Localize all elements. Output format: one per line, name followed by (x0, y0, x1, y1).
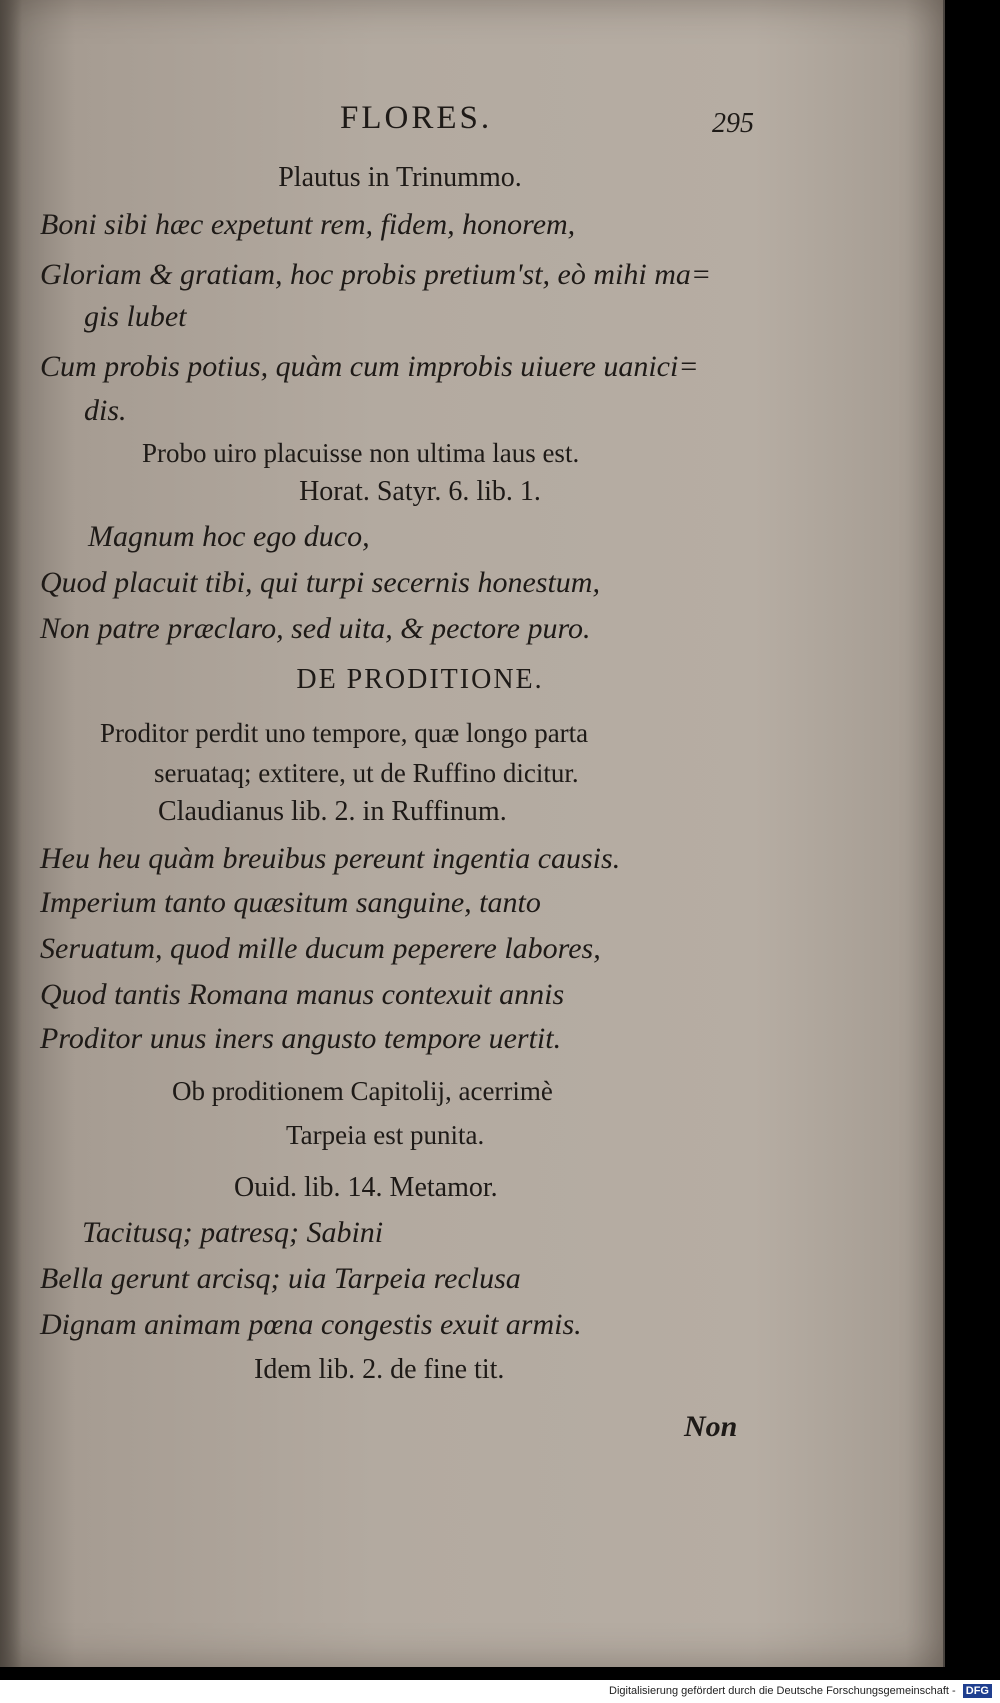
verse-line: Quod placuit tibi, qui turpi secernis honestum, (40, 566, 600, 599)
page-number: 295 (712, 108, 754, 139)
verse-line: gis lubet (84, 300, 187, 333)
verse-line: Tacitusq; patresq; Sabini (82, 1216, 384, 1249)
prose-line: Proditor perdit uno tempore, quæ longo parta (100, 718, 589, 748)
citation-heading-idem: Idem lib. 2. de fine tit. (254, 1354, 505, 1385)
verse-line: Cum probis potius, quàm cum improbis uiuere uanici= (40, 350, 699, 383)
citation-heading-ovid: Ouid. lib. 14. Metamor. (234, 1172, 498, 1203)
footer-text: Digitalisierung gefördert durch die Deutsche Forschungsgemeinschaft - (609, 1685, 956, 1697)
verse-line: Bella gerunt arcisq; uia Tarpeia reclusa (40, 1262, 521, 1295)
section-heading-de-proditione: DE PRODITIONE. (296, 664, 544, 695)
verse-line: Boni sibi hæc expetunt rem, fidem, honorem, (40, 208, 576, 241)
verse-line: Gloriam & gratiam, hoc probis pretium'st, eò mihi ma= (40, 258, 712, 291)
prose-line: Ob proditionem Capitolij, acerrimè (172, 1076, 553, 1106)
verse-line: Proditor unus iners angusto tempore uertit. (40, 1022, 562, 1055)
prose-line: seruataq; extitere, ut de Ruffino dicitur. (154, 758, 579, 788)
digitization-footer (0, 1680, 1000, 1703)
section-heading-plautus: Plautus in Trinummo. (278, 162, 522, 193)
verse-line: Seruatum, quod mille ducum peperere labores, (40, 932, 601, 965)
dfg-logo: DFG (963, 1684, 992, 1698)
page-binding-shadow (0, 0, 22, 1667)
prose-line: Tarpeia est punita. (286, 1120, 485, 1150)
verse-line: dis. (84, 394, 127, 427)
verse-line: Heu heu quàm breuibus pereunt ingentia causis. (40, 842, 621, 875)
citation-heading-claudianus: Claudianus lib. 2. in Ruffinum. (158, 796, 507, 827)
verse-line: Imperium tanto quæsitum sanguine, tanto (40, 886, 541, 919)
verse-line: Dignam animam pœna congestis exuit armis. (40, 1308, 582, 1341)
verse-line: Non patre præclaro, sed uita, & pectore puro. (40, 612, 591, 645)
running-header: FLORES. (340, 100, 493, 136)
catchword: Non (684, 1410, 738, 1443)
verse-line: Magnum hoc ego duco, (88, 520, 370, 553)
verse-line: Quod tantis Romana manus contexuit annis (40, 978, 565, 1011)
citation-heading-horace: Horat. Satyr. 6. lib. 1. (299, 476, 541, 507)
maxim-line: Probo uiro placuisse non ultima laus est. (142, 438, 580, 468)
